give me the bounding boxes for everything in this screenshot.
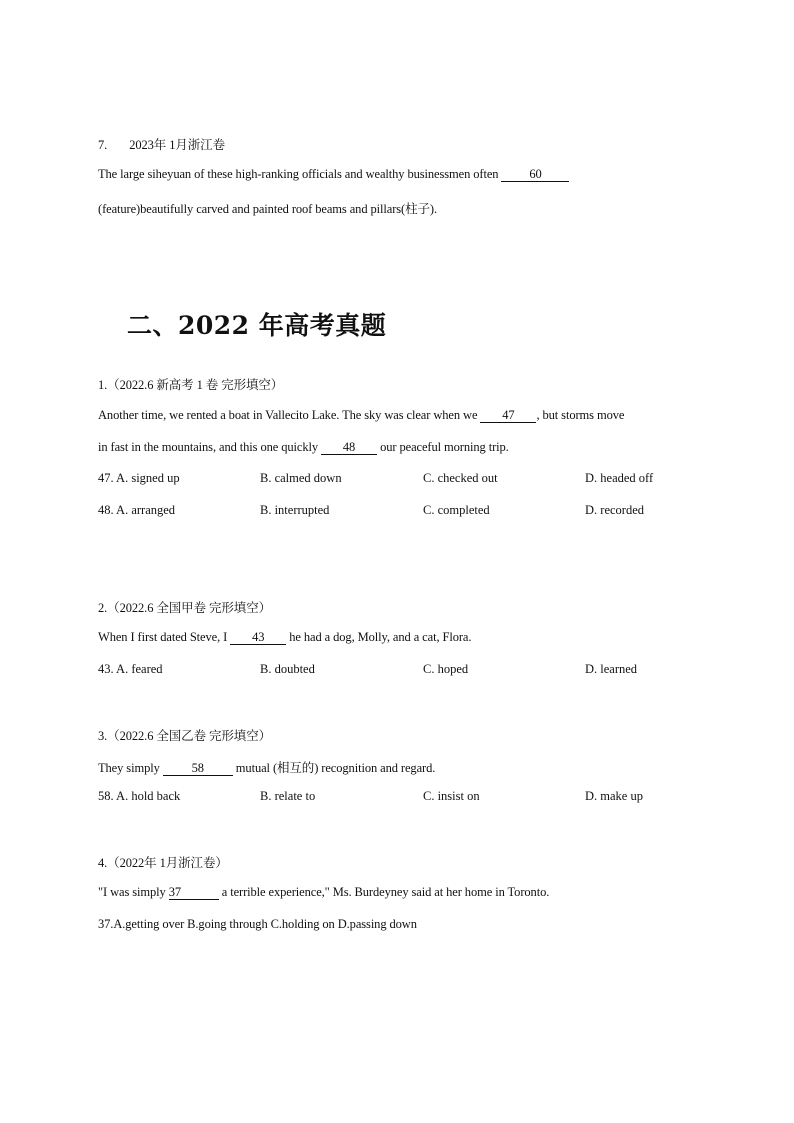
q2-line1 [98, 630, 471, 645]
option-47-b[interactable]: B. calmed down [260, 471, 342, 485]
q4-line1-pre: "I was simply [98, 885, 169, 899]
q3-line1-post: mutual (相互的) recognition and regard. [232, 761, 436, 775]
q2-line1-pre: When I first dated Steve, I [98, 630, 231, 644]
option-47-c[interactable]: C. checked out [423, 471, 498, 485]
q1-line2-pre: in fast in the mountains, and this one quickly [98, 440, 322, 454]
q3-line1-pre: They simply [98, 761, 163, 775]
q7-text-pre: The large siheyuan of these high-ranking officials and wealthy businessmen often [98, 167, 502, 181]
q4-line1 [98, 885, 549, 900]
option-58-c[interactable]: C. insist on [423, 789, 480, 803]
option-43-c[interactable]: C. hoped [423, 662, 469, 676]
option-48-d[interactable]: D. recorded [585, 503, 644, 517]
q2-header: 2.（2022.6 全国甲卷 完形填空） [98, 601, 272, 615]
section-title: 二、2022 年高考真题 [127, 311, 387, 340]
q3-header: 3.（2022.6 全国乙卷 完形填空） [98, 729, 272, 743]
q4-header: 4.（2022年 1月浙江卷） [98, 856, 228, 870]
q7-line1 [98, 167, 569, 182]
option-58-b[interactable]: B. relate to [260, 789, 316, 803]
option-43-d[interactable]: D. learned [585, 662, 638, 676]
q1-line2-post: our peaceful morning trip. [377, 440, 509, 454]
option-58-a[interactable]: 58. A. hold back [98, 789, 181, 803]
option-58-d[interactable]: D. make up [585, 789, 643, 803]
q1-blank-47[interactable]: 47 [480, 409, 536, 423]
q7-number: 7. [98, 138, 108, 152]
q1-line1 [98, 408, 624, 423]
q4-line1-post: a terrible experience," Ms. Burdeyney said at her home in Toronto. [218, 885, 550, 899]
q4-options: 37.A.getting over B.going through C.holding on D.passing down [98, 917, 417, 931]
option-47-a[interactable]: 47. A. signed up [98, 471, 180, 485]
option-47-d[interactable]: D. headed off [585, 471, 654, 485]
q1-header: 1.（2022.6 新高考 1 卷 完形填空） [98, 378, 284, 392]
q1-line2 [98, 440, 509, 455]
q3-blank-58[interactable]: 58 [163, 762, 233, 776]
q7-header [98, 135, 225, 153]
q2-line1-post: he had a dog, Molly, and a cat, Flora. [286, 630, 472, 644]
q1-line1-post: , but storms move [536, 408, 625, 422]
option-48-b[interactable]: B. interrupted [260, 503, 330, 517]
option-48-c[interactable]: C. completed [423, 503, 490, 517]
q1-blank-48[interactable]: 48 [321, 441, 377, 455]
q4-blank-37[interactable]: 37 [169, 886, 219, 900]
q1-line1-pre: Another time, we rented a boat in Vallecito Lake. The sky was clear when we [98, 408, 481, 422]
q7-blank[interactable]: 60 [501, 168, 569, 182]
q7-line2: (feature)beautifully carved and painted roof beams and pillars(柱子). [98, 202, 437, 216]
q2-blank-43[interactable]: 43 [230, 631, 286, 645]
option-48-a[interactable]: 48. A. arranged [98, 503, 176, 517]
option-43-b[interactable]: B. doubted [260, 662, 315, 676]
q7-source: 2023年 1月浙江卷 [129, 138, 225, 152]
q3-line1 [98, 758, 435, 776]
option-43-a[interactable]: 43. A. feared [98, 662, 163, 676]
